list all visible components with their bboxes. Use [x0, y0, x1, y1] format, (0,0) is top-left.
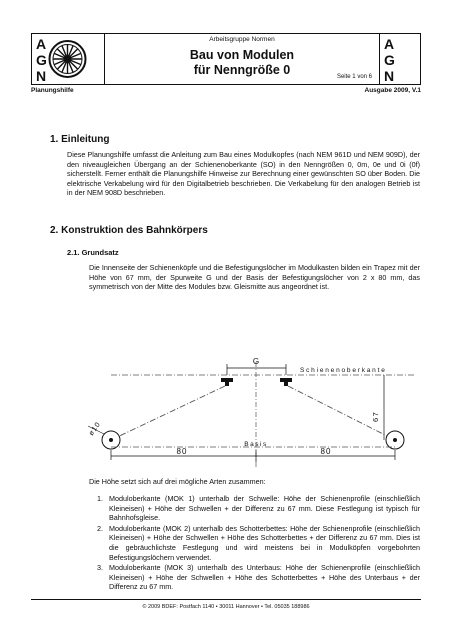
list-item-text: Moduloberkante (MOK 1) unterhalb der Schwelle: Höhe der Schienenprofile (einschließlich Kleineisen) + Höhe der Schwellen + der Differenz zu 67 mm. Diese Festlegung ist typisch für Bahnhofsgleise.: [109, 494, 420, 523]
document-title-line1: Bau von Modulen: [189, 48, 295, 62]
rail-head-left-icon: [221, 378, 233, 386]
logo-right-letter-g: G: [384, 52, 395, 68]
height-label: 67: [371, 410, 380, 422]
list-item: [97, 524, 420, 562]
logo-letter-g: G: [36, 52, 47, 68]
document-title-line2: für Nenngröße 0: [193, 63, 291, 77]
list-item-number: 2.: [97, 523, 103, 533]
base-left-label: 80: [176, 447, 188, 456]
page-indicator: Seite 1 von 6: [336, 74, 372, 80]
logo-letter-n: N: [36, 68, 47, 83]
list-item-number: 1.: [97, 494, 103, 503]
trapezoid-diagram: [0, 350, 452, 478]
agn-logo: [32, 34, 105, 84]
agn-logo-right: [379, 34, 420, 84]
diameter-label: ø10: [87, 420, 103, 438]
rail-head-right-icon: [280, 378, 292, 386]
trapezoid-left-side: [111, 386, 225, 440]
section-1-heading: 1. Einleitung: [50, 134, 110, 145]
agn-wheel-logo-icon: [32, 34, 103, 83]
document-type: Planungshilfe: [31, 87, 74, 94]
list-item: [97, 563, 420, 592]
agn-letters-icon: [380, 34, 419, 83]
section-2-1-text: Die Innenseite der Schienenköpfe und die Befestigungslöcher im Modulkasten bilden ein Trapez mit der Höhe von 67 mm, der Spurweite G und der Basis der Befestigungslöcher von 2 x 80 mm, das symmetrisch von der Mitte des Modules bzw. Gleismitte aus angeordnet ist.: [89, 263, 420, 292]
options-intro: Die Höhe setzt sich auf drei mögliche Arten zusammen:: [89, 477, 266, 486]
document-header: [31, 33, 421, 85]
logo-letter-a: A: [36, 36, 47, 52]
section-2-heading: 2. Konstruktion des Bahnkörpers: [50, 225, 208, 236]
list-item: [97, 494, 420, 523]
schienenoberkante-label: Schienenoberkante: [300, 367, 387, 374]
base-right-label: 80: [320, 447, 332, 456]
footer-text: © 2009 BDEF: Postfach 1140 • 30011 Hannover • Tel. 05035 188986: [142, 604, 310, 610]
section-2-1-heading: 2.1. Grundsatz: [67, 248, 119, 257]
basis-label: Basis: [244, 441, 268, 448]
document-edition: Ausgabe 2009, V.1: [364, 87, 421, 94]
list-item-number: 3.: [97, 563, 103, 573]
logo-right-letter-n: N: [384, 68, 395, 83]
logo-right-letter-a: A: [384, 36, 395, 52]
gauge-label: G: [252, 357, 260, 366]
section-1-text: Diese Planungshilfe umfasst die Anleitung zum Bau eines Modulkopfes (nach NEM 961D und NEM 909D), der den niveaugleichen Übergang an der Schienenoberkante (SO) in den Nenngrößen 0, 0m, 0e und 0i (0f) sicherstellt. Ferner enthält die Planungshilfe Hinweise zur Berechnung einer gewünschten SO über Boden. Die elektrische Verkabelung wird für den Digitalbetrieb beschrieben. Die Verkabelung für den analogen Betrieb ist in der NEM 908D beschrieben.: [67, 150, 420, 198]
working-group-label: Arbeitsgruppe Normen: [209, 36, 275, 43]
list-item-text: Moduloberkante (MOK 3) unterhalb des Unterbaus: Höhe der Schienenprofile (einschließlich Kleineisen) + Höhe der Schwellen + Höhe des Schotterbettes + Höhe des Unterbaus + der Differenz zu 67 mm.: [109, 563, 420, 592]
options-list: [97, 494, 420, 593]
list-item-text: Moduloberkante (MOK 2) unterhalb des Schotterbettes: Höhe der Schienenprofile (einschließlich Kleineisen) + Höhe der Schwellen + Höhe des Schotterbettes + der Differenz zu 67 mm. Dies ist die gebräuchlichste Festlegung und wird meistens bei in Modulköpfen vorgebohrten Befestigungslöchern verwendet.: [109, 523, 420, 562]
footer-divider: [31, 599, 421, 600]
